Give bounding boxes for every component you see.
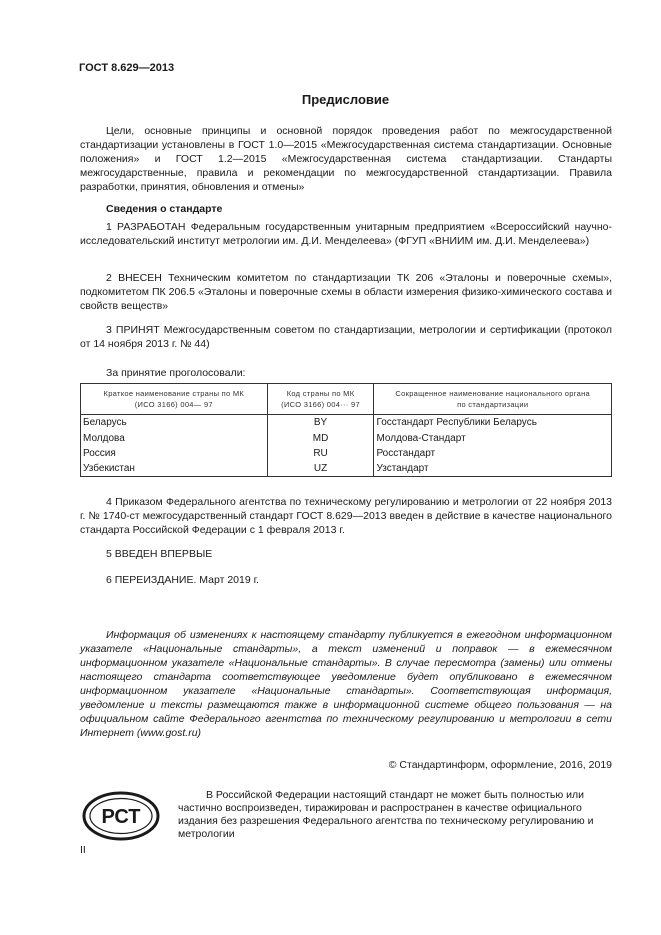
table-row xyxy=(81,431,612,446)
standards-body: Узстандарт xyxy=(374,461,612,477)
page-number: II xyxy=(80,844,86,856)
item-first-introduced: 5 ВВЕДЕН ВПЕРВЫЕ xyxy=(106,548,213,560)
country-name: Узбекистан xyxy=(81,461,268,477)
table-row xyxy=(81,461,612,477)
standards-body: Госстандарт Республики Беларусь xyxy=(374,415,612,431)
reproduction-notice xyxy=(178,789,612,841)
logo-text: РСТ xyxy=(101,806,141,828)
change-info-note xyxy=(80,628,612,740)
table-row xyxy=(81,415,612,431)
intro-paragraph xyxy=(80,124,612,194)
item-order xyxy=(80,495,612,537)
intro-text: Цели, основные принципы и основной порядок проведения работ по межгосударственной стандартизации установлены в ГОСТ 1.0—2015 «Межгосударственная система стандартизации. Основные положения» и ГОСТ 1.2—2015 «Межгосударственная система стандартизации. Стандарты межгосударственные, правила и рекомендации по межгосударственной стандартизации. Правила разработки, принятия, обновления и отмены» xyxy=(80,125,612,193)
country-code: UZ xyxy=(267,461,374,477)
copyright: © Стандартинформ, оформление, 2016, 2019 xyxy=(388,759,612,771)
country-name: Беларусь xyxy=(81,415,268,431)
reproduction-notice-text: В Российской Федерации настоящий стандарт не может быть полностью или частично воспроизведен, тиражирован и распространен в качестве официального издания без разрешения Федерального агентства по техническому регулированию и метрологии xyxy=(178,789,594,840)
standard-code: ГОСТ 8.629—2013 xyxy=(79,62,175,74)
header-standards-body: Сокращенное наименование национального органа по стандартизации xyxy=(374,384,612,415)
item-developed-text: 1 РАЗРАБОТАН Федеральным государственным унитарным предприятием «Всероссийский научно-исследовательский институт метрологии им. Д.И. Менделеева» (ФГУП «ВНИИМ им. Д.И. Менделеева») xyxy=(80,221,612,247)
change-info-text: Информация об изменениях к настоящему стандарту публикуется в ежегодном информационном указателе «Национальные стандарты», а текст изменений и поправок — в ежемесячном информационном указателе «Национальные стандарты». В случае пересмотра (замены) или отмены настоящего стандарта соответствующее уведомление будет опубликовано в ежемесячном информационном указателе «Национальные стандарты». Соответствующая информация, уведомление и тексты размещаются также в информационной системе общего пользования — на официальном сайте Федерального агентства по техническому регулированию и метрологии в сети Интернет (www.gost.ru) xyxy=(80,629,612,739)
country-code: RU xyxy=(267,446,374,461)
info-heading: Сведения о стандарте xyxy=(106,203,223,215)
standards-body: Молдова-Стандарт xyxy=(374,431,612,446)
header-country-code: Код страны по МК (ИСО 3166) 004··· 97 xyxy=(267,384,374,415)
voting-countries-table xyxy=(80,383,612,477)
country-code: MD xyxy=(267,431,374,446)
country-name: Россия xyxy=(81,446,268,461)
rst-logo-icon xyxy=(81,790,161,842)
item-introduced-text: 2 ВНЕСЕН Техническим комитетом по стандартизации ТК 206 «Эталоны и поверочные схемы», подкомитетом ПК 206.5 «Эталоны и поверочные схемы в области измерения физико-химического состава и свойств веществ» xyxy=(80,272,612,312)
item-introduced xyxy=(80,271,612,313)
item-developed xyxy=(80,220,612,248)
item-adopted xyxy=(80,323,612,351)
item-reissue: 6 ПЕРЕИЗДАНИЕ. Март 2019 г. xyxy=(106,574,260,586)
standards-body: Росстандарт xyxy=(374,446,612,461)
country-name: Молдова xyxy=(81,431,268,446)
header-country-name: Краткое наименование страны по МК (ИСО 3166) 004— 97 xyxy=(81,384,268,415)
page-title: Предисловие xyxy=(301,92,390,107)
voted-label: За принятие проголосовали: xyxy=(106,367,246,379)
country-code: BY xyxy=(267,415,374,431)
table-row xyxy=(81,446,612,461)
table-header-row xyxy=(81,384,612,415)
item-order-text: 4 Приказом Федерального агентства по техническому регулированию и метрологии от 22 ноября 2013 г. № 1740-ст межгосударственный стандарт ГОСТ 8.629—2013 введен в действие в качестве национального стандарта Российской Федерации с 1 февраля 2013 г. xyxy=(80,496,612,536)
item-adopted-text: 3 ПРИНЯТ Межгосударственным советом по стандартизации, метрологии и сертификации (протокол от 14 ноября 2013 г. № 44) xyxy=(80,324,612,350)
